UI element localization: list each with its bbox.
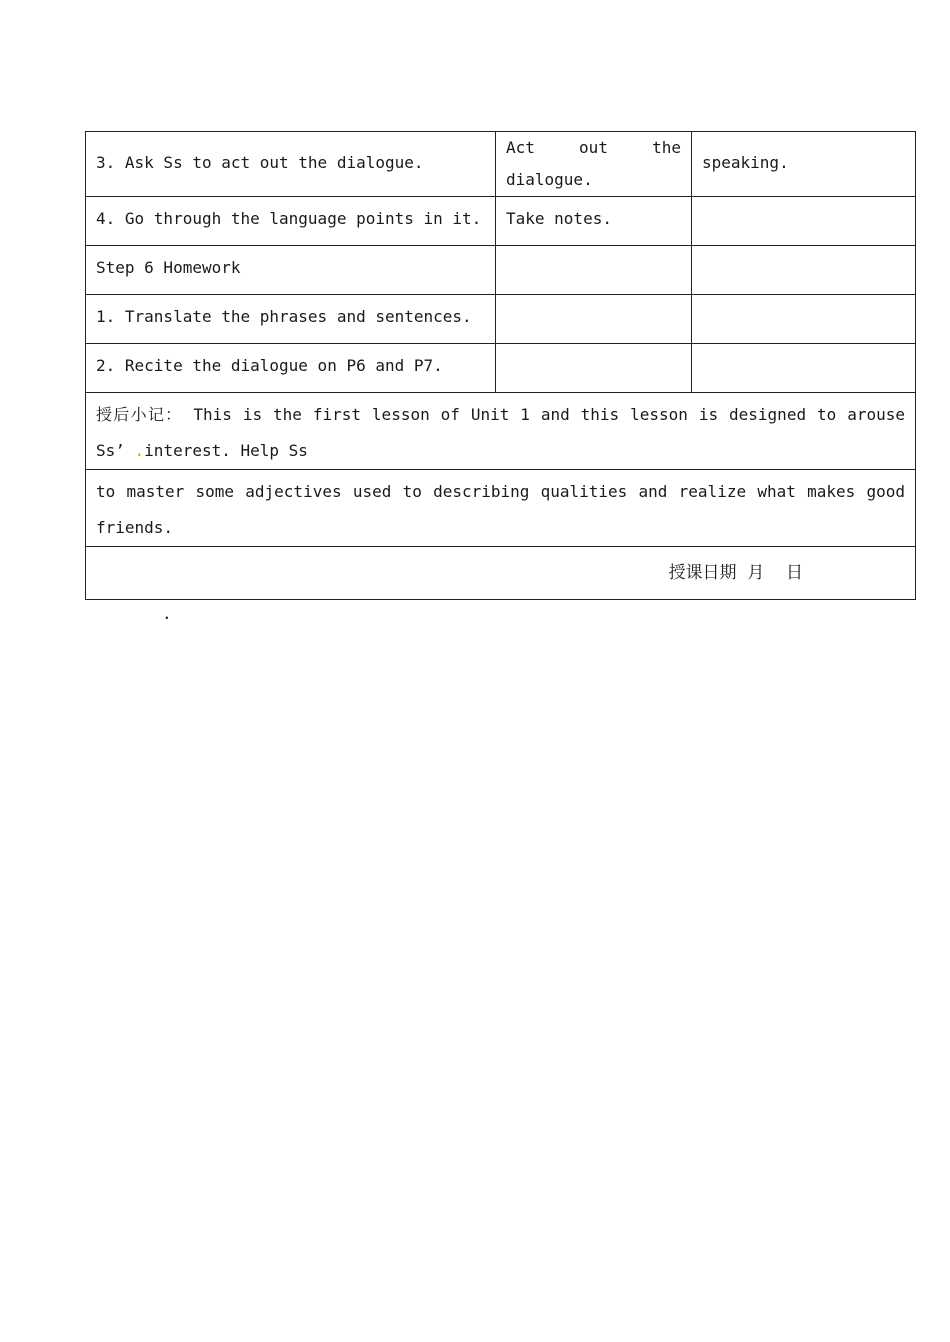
post-lesson-notes-cell bbox=[86, 393, 916, 470]
teaching-date-cell bbox=[86, 547, 916, 600]
footer-dot: . bbox=[162, 604, 172, 623]
step-heading-cell: Step 6 Homework bbox=[86, 246, 496, 295]
teacher-activity-cell: 4. Go through the language points in it. bbox=[86, 197, 496, 246]
notes-text: This is the first lesson of Unit 1 and this lesson is designed to arouse Ss’ bbox=[96, 405, 905, 460]
purpose-cell bbox=[692, 246, 916, 295]
notes-row bbox=[86, 470, 916, 547]
student-activity-cell bbox=[496, 246, 692, 295]
notes-mark: . bbox=[134, 441, 145, 460]
table-row bbox=[86, 295, 916, 344]
notes-row bbox=[86, 393, 916, 470]
notes-label: 授后小记： bbox=[96, 405, 183, 424]
student-activity-cell bbox=[496, 344, 692, 393]
student-activity-cell bbox=[496, 295, 692, 344]
purpose-cell bbox=[692, 295, 916, 344]
date-row bbox=[86, 547, 916, 600]
date-month: 月 bbox=[747, 563, 765, 583]
purpose-cell: speaking. bbox=[692, 132, 916, 197]
teacher-activity-cell: 2. Recite the dialogue on P6 and P7. bbox=[86, 344, 496, 393]
table-row bbox=[86, 246, 916, 295]
student-activity-cell: Act out the dialogue. bbox=[496, 132, 692, 197]
table-row bbox=[86, 344, 916, 393]
teacher-activity-cell: 3. Ask Ss to act out the dialogue. bbox=[86, 132, 496, 197]
date-label: 授课日期 bbox=[668, 563, 737, 583]
purpose-cell bbox=[692, 197, 916, 246]
lesson-plan-table bbox=[85, 131, 916, 600]
notes-text-end: interest. Help Ss bbox=[144, 441, 308, 460]
post-lesson-notes-continued-cell: to master some adjectives used to describing qualities and realize what makes good friends. bbox=[86, 470, 916, 547]
teacher-activity-cell: 1. Translate the phrases and sentences. bbox=[86, 295, 496, 344]
table-row bbox=[86, 132, 916, 197]
student-activity-cell: Take notes. bbox=[496, 197, 692, 246]
date-day: 日 bbox=[786, 563, 803, 583]
purpose-cell bbox=[692, 344, 916, 393]
table-row bbox=[86, 197, 916, 246]
